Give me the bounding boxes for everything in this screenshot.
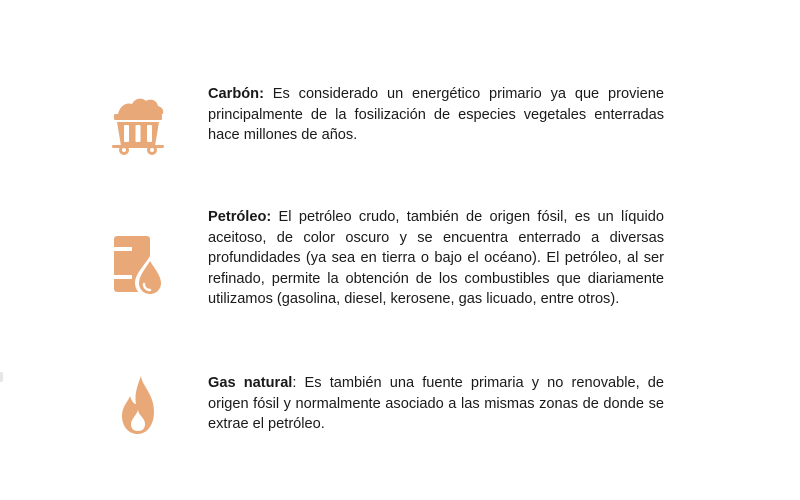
oil-barrel-drop-icon — [108, 234, 168, 298]
edge-artifact — [0, 372, 3, 382]
oil-text: El petróleo crudo, también de origen fósil, es un líquido aceitoso, de color oscuro y se encuentra enterrado a diversas profundidades (ya sea en tierra o bajo el océano). El petróleo, al ser refinado, permite la obtención de los combustibles que diariamente utilizamos (gasolina, diesel, kerosene, gas licuado, entre otros). — [208, 209, 664, 307]
coal-term: Carbón: — [208, 86, 264, 102]
gas-text: : Es también una fuente primaria y no renovable, de origen fósil y normalmente asociado a las mismas zonas de donde se extrae el petróleo. — [208, 375, 665, 432]
oil-term: Petróleo: — [208, 209, 272, 225]
gas-term: Gas natural — [208, 375, 293, 391]
coal-cart-icon — [108, 92, 168, 156]
coal-text: Es considerado un energético primario ya que proviene principalmente de la fosilización de especies vegetales enterradas hace millones de años. — [208, 86, 664, 143]
flame-icon — [108, 374, 168, 438]
gas-description — [208, 373, 664, 435]
oil-description — [208, 207, 664, 310]
coal-description — [208, 84, 664, 146]
